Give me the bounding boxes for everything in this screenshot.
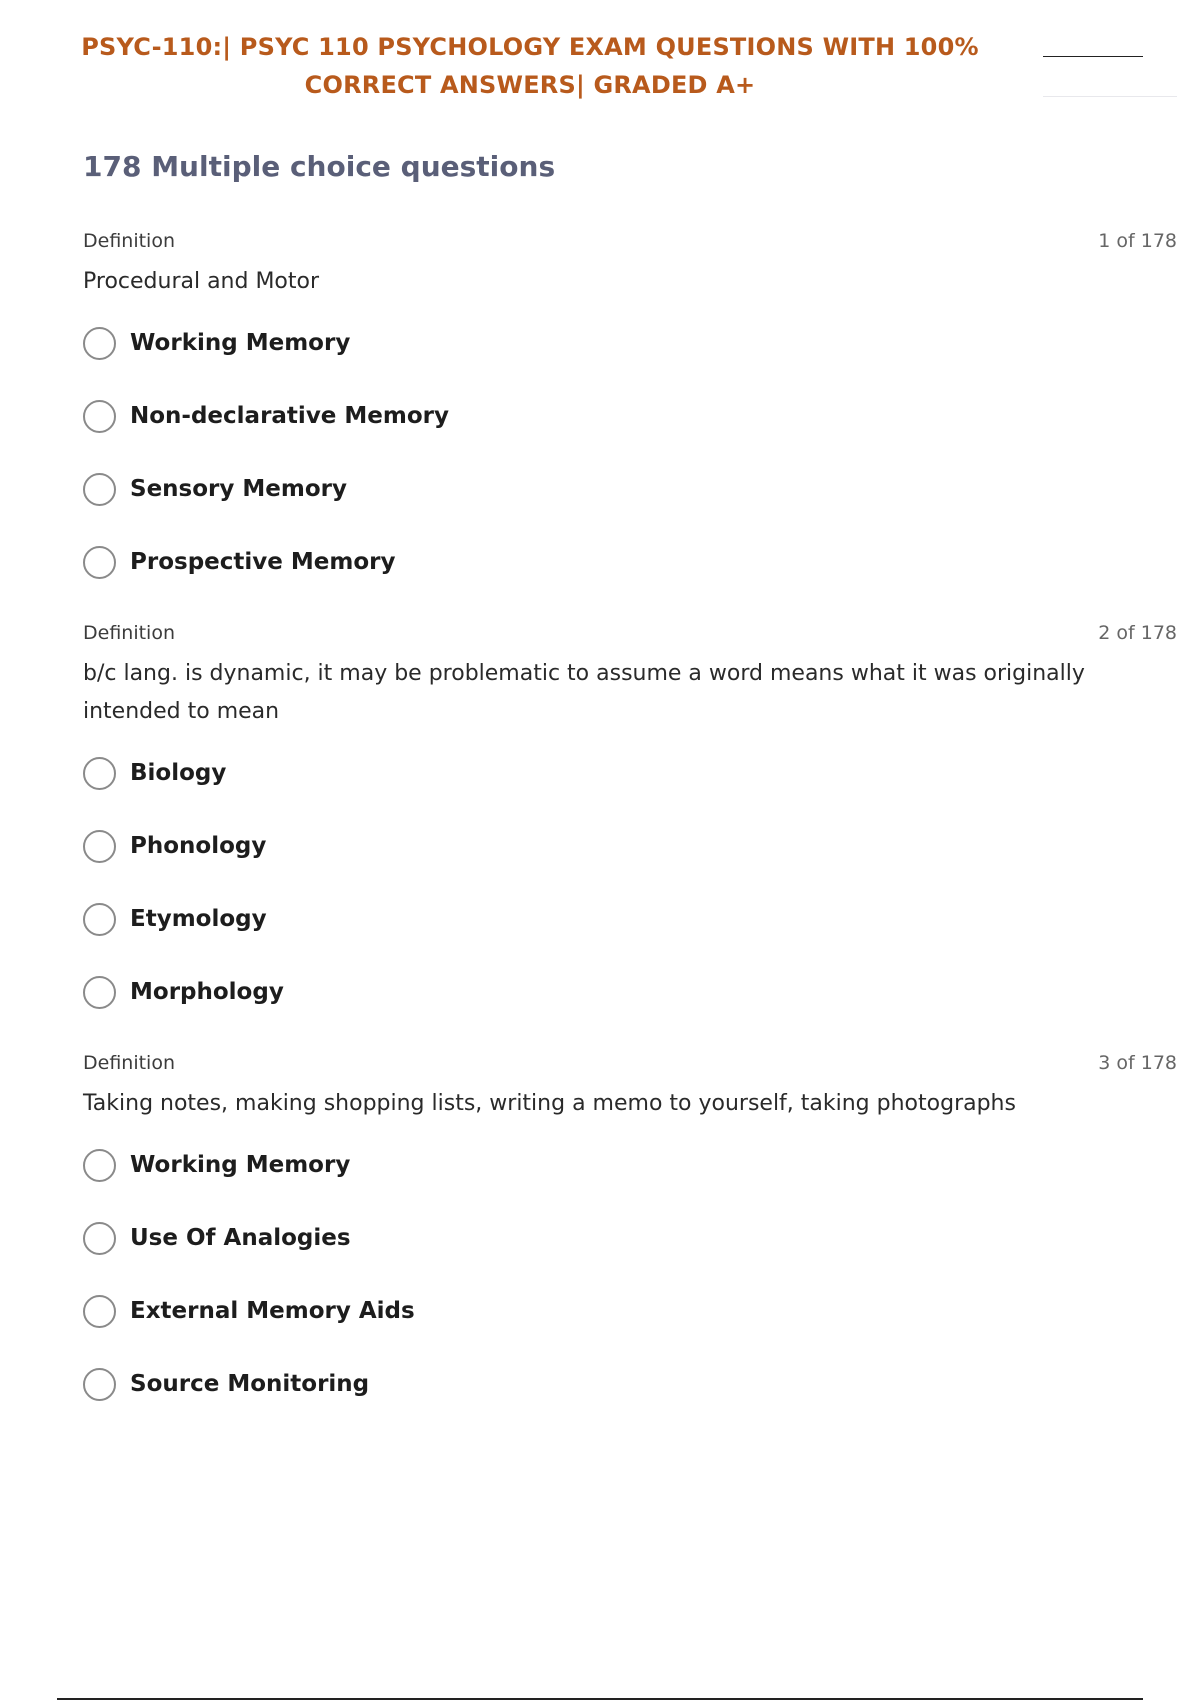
- question-counter: 3 of 178: [1098, 1052, 1177, 1074]
- radio-button[interactable]: [83, 1222, 116, 1255]
- answer-option-label: Use Of Analogies: [130, 1225, 351, 1251]
- answer-options: [83, 323, 1177, 582]
- question-prompt: Procedural and Motor: [83, 269, 320, 294]
- radio-button[interactable]: [83, 903, 116, 936]
- radio-button[interactable]: [83, 757, 116, 790]
- answer-options: [83, 753, 1177, 1012]
- section-heading: 178 Multiple choice questions: [83, 150, 556, 183]
- answer-option-label: Prospective Memory: [130, 549, 396, 575]
- answer-option[interactable]: [83, 1364, 1177, 1404]
- question-2: [83, 617, 1177, 1012]
- header-rule: [1043, 56, 1143, 57]
- radio-button[interactable]: [83, 1295, 116, 1328]
- answer-option-label: Morphology: [130, 979, 284, 1005]
- question-meta: [83, 617, 1177, 649]
- radio-button[interactable]: [83, 1368, 116, 1401]
- answer-option-label: External Memory Aids: [130, 1298, 415, 1324]
- answer-option[interactable]: [83, 899, 1177, 939]
- question-meta: [83, 225, 1177, 257]
- radio-button[interactable]: [83, 546, 116, 579]
- answer-option[interactable]: [83, 323, 1177, 363]
- question-counter: 2 of 178: [1098, 622, 1177, 644]
- question-type-label: Definition: [83, 1052, 176, 1074]
- answer-option-label: Sensory Memory: [130, 476, 347, 502]
- answer-option[interactable]: [83, 1291, 1177, 1331]
- question-1: [83, 225, 1177, 582]
- question-counter: 1 of 178: [1098, 230, 1177, 252]
- radio-button[interactable]: [83, 830, 116, 863]
- radio-button[interactable]: [83, 473, 116, 506]
- answer-option-label: Source Monitoring: [130, 1371, 370, 1397]
- answer-option-label: Phonology: [130, 833, 267, 859]
- document-title: [40, 28, 1020, 104]
- answer-option[interactable]: [83, 826, 1177, 866]
- answer-option[interactable]: [83, 972, 1177, 1012]
- answer-option[interactable]: [83, 542, 1177, 582]
- answer-option-label: Etymology: [130, 906, 267, 932]
- question-type-label: Definition: [83, 622, 176, 644]
- document-title-line-1: PSYC-110:| PSYC 110 PSYCHOLOGY EXAM QUESTIONS WITH 100%: [81, 33, 979, 61]
- answer-option[interactable]: [83, 1145, 1177, 1185]
- answer-options: [83, 1145, 1177, 1404]
- question-prompt: Taking notes, making shopping lists, writing a memo to yourself, taking photographs: [83, 1091, 1016, 1116]
- radio-button[interactable]: [83, 976, 116, 1009]
- answer-option-label: Working Memory: [130, 1152, 351, 1178]
- answer-option-label: Working Memory: [130, 330, 351, 356]
- answer-option[interactable]: [83, 469, 1177, 509]
- radio-button[interactable]: [83, 400, 116, 433]
- header-rule-faint: [1043, 96, 1177, 97]
- question-meta: [83, 1047, 1177, 1079]
- answer-option-label: Biology: [130, 760, 227, 786]
- answer-option[interactable]: [83, 396, 1177, 436]
- radio-button[interactable]: [83, 327, 116, 360]
- question-type-label: Definition: [83, 230, 176, 252]
- answer-option[interactable]: [83, 753, 1177, 793]
- radio-button[interactable]: [83, 1149, 116, 1182]
- document-title-line-2: CORRECT ANSWERS| GRADED A+: [304, 71, 756, 99]
- answer-option[interactable]: [83, 1218, 1177, 1258]
- answer-option-label: Non-declarative Memory: [130, 403, 450, 429]
- question-3: [83, 1047, 1177, 1404]
- question-prompt: b/c lang. is dynamic, it may be problematic to assume a word means what it was originally intended to mean: [83, 661, 1085, 724]
